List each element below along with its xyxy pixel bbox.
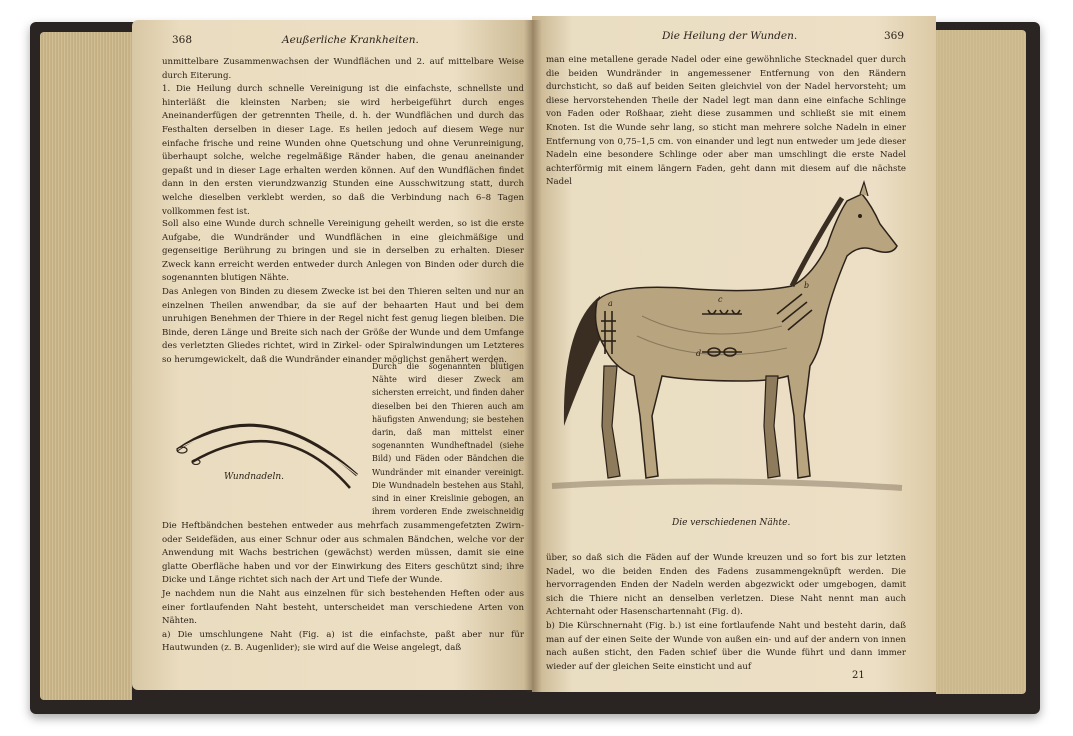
running-head-right: Die Heilung der Wunden. xyxy=(662,30,798,42)
needles-caption: Wundnadeln. xyxy=(224,472,285,482)
right-para-2: über, so daß sich die Fäden auf der Wunde kreuzen und so fort bis zur letzten Nadel, wo die beiden Enden des Fadens zusammengeknüpft werden. Die hervorragenden Enden der Nadeln werden abgezwickt oder umgebogen, damit sich die Thiere nicht an denselben verletzen. Diese Naht nennt man auch Achternaht oder Hasenschartennaht (Fig. d). b) Die Kürschnernaht (Fig. b.) ist eine fortlaufende Naht und besteht darin, daß man auf der einen Seite der Wunde von außen ein- und auf der andern von innen nach außen sticht, den Faden schief über die Wunde führt und dann immer wieder auf der gleichen Seite einsticht und auf xyxy=(546,553,906,672)
page-number-left: 368 xyxy=(172,34,193,46)
fig-label-a: a xyxy=(608,299,613,308)
book-gutter xyxy=(524,20,542,692)
right-page xyxy=(532,16,936,692)
page-edges-left xyxy=(40,32,132,700)
left-para-1: unmittelbare Zusammenwachsen der Wundflächen und 2. auf mittelbare Weise durch Eiterung. 1. Die Heilung durch schnelle Vereinigung ist die einfachste, schnellste und hinterläßt die kleinsten Narben; sie wird herbeigeführt durch enges Aneinanderfügen der getrennten Theile, d. h. der Wundflächen und durch das Festhalten derselben in dieser Lage. Es heilen jedoch auf diesem Wege nur einfache frische und reine Wunden ohne Quetschung und ohne Verunreinigung, überhaupt solche, welche regelmäßige Ränder haben, die genau aneinander gepaßt und in dieser Lage erhalten werden können. Auf den Wundflächen findet dann in den ersten vierundzwanzig Stunden eine Ausschwitzung statt, durch welche dieselben verklebt werden, so daß die Verbindung nach 6–8 Tagen vollkommen fest ist. xyxy=(162,57,524,217)
horse-illustration xyxy=(542,176,912,516)
fig-label-b: b xyxy=(804,281,810,290)
signature-mark: 21 xyxy=(852,670,865,681)
fig-label-c: c xyxy=(718,295,723,304)
fig-label-d: d xyxy=(696,349,702,358)
page-edges-right xyxy=(936,30,1026,694)
left-para-2: Soll also eine Wunde durch schnelle Vereinigung geheilt werden, so ist die erste Aufgabe, die Wundränder und Wundflächen in eine gleichmäßige und gegenseitige Berührung zu bringen und sie in derselben zu erhalten. Dieser Zweck kann erreicht werden entweder durch Anlegen von Binden oder durch die sogenannten blutigen Nähte. Das Anlegen von Binden zu diesem Zwecke ist bei den Thieren selten und nur an einzelnen Theilen anwendbar, da sie auf der behaarten Haut und bei dem unruhigen Benehmen der Thiere in der Regel nicht fest genug liegen bleiben. Die Binde, deren Länge und Breite sich nach der Größe der Wunde und dem Umfange des verletzten Gliedes richtet, wird in Zirkel- oder Spiralwindungen um Letzteres so herumgewickelt, daß die Wundränder einander möglichst genähert werden. xyxy=(162,219,524,365)
running-head-left: Aeußerliche Krankheiten. xyxy=(282,34,419,46)
left-page xyxy=(132,20,534,690)
left-para-3-column: Durch die sogenannten blutigen Nähte wird dieser Zweck am sichersten erreicht, und finden daher dieselben bei den Thieren auch am häufigsten Anwendung; sie bestehen darin, daß man mittelst einer sogenannten Wundheftnadel (siehe Bild) und Fäden oder Bändchen die Wundränder mit einander vereinigt. Die Wundnadeln bestehen aus Stahl, sind in einer Kreislinie gebogen, an ihrem vorderen Ende zweischneidig xyxy=(372,362,524,517)
left-para-4: Die Heftbändchen bestehen entweder aus mehrfach zusammengefetzten Zwirn- oder Seidefäden, aus einer Schnur oder aus schmalen Bändchen, welche vor der Anwendung mit Wachs bestrichen (gewächst) werden müssen, damit sie eine glatte Oberfläche haben und vor der Einwirkung des Eiters geschützt sind; ihre Dicke und Länge richtet sich nach der Art und Tiefe der Wunde. Je nachdem nun die Naht aus einzelnen für sich bestehenden Heften oder aus einer fortlaufenden Naht besteht, unterscheidet man verschiedene Arten von Nähten. a) Die umschlungene Naht (Fig. a) ist die einfachste, paßt aber nur für Hautwunden (z. B. Augenlider); sie wird auf die Weise angelegt, daß xyxy=(162,521,524,654)
horse-caption: Die verschiedenen Nähte. xyxy=(672,518,791,528)
page-number-right: 369 xyxy=(884,30,905,42)
right-para-1: man eine metallene gerade Nadel oder eine gewöhnliche Stecknadel quer durch die beiden Wundränder in angemessener Entfernung von den Rändern durchsticht, so daß auf beiden Seiten gleichviel von der Nadel hervorsteht; um diese hervorstehenden Theile der Nadel legt man dann eine einfache Schlinge von Faden oder Roßhaar, zieht diese zusammen und schließt sie mit einem Knoten. Ist die Wunde sehr lang, so sticht man mehrere solche Nadeln in einer Entfernung von 0,75–1,5 cm. von einander und legt nun entweder um jede dieser Nadeln eine besondere Schlinge oder aber man umschlingt die erste Nadel achterförmig mit einem längern Faden, geht dann mit diesem auf die nächste Nadel xyxy=(546,55,906,188)
